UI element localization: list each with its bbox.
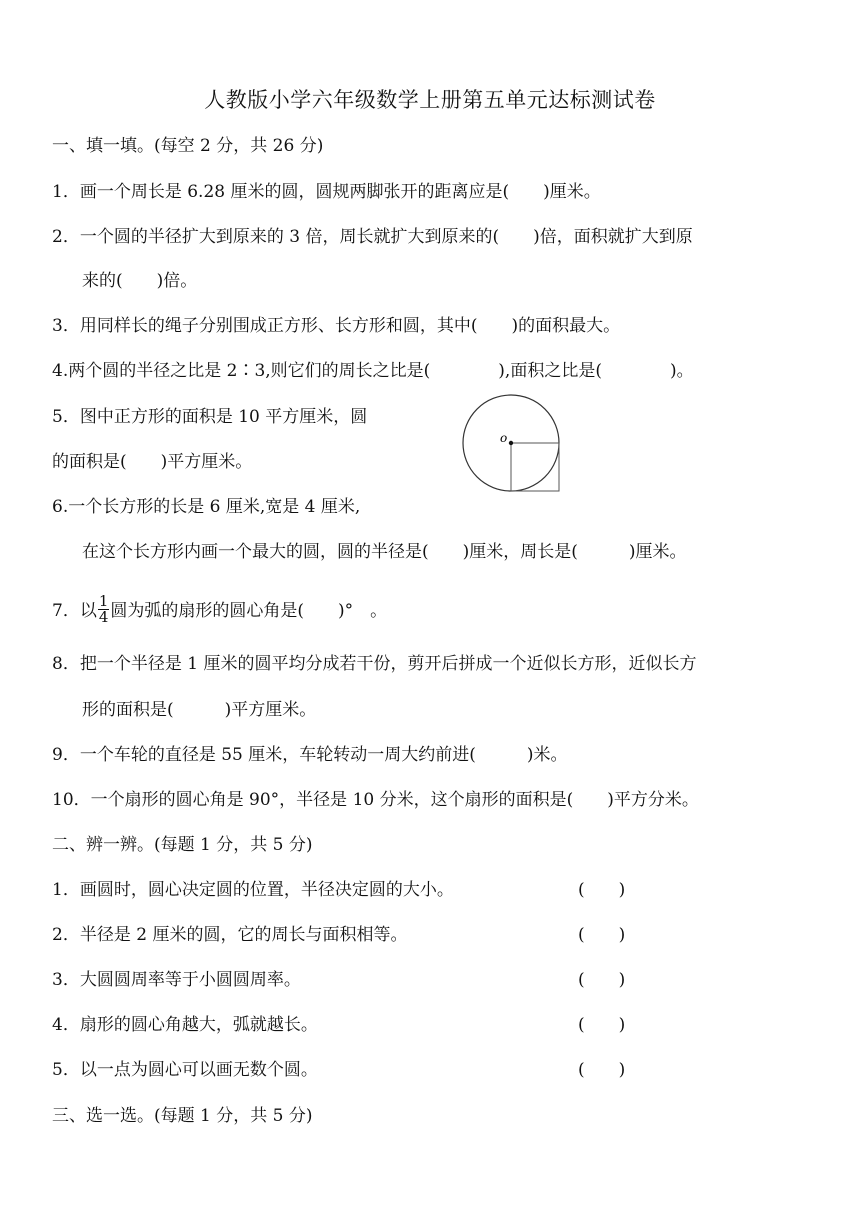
question-8-line1: 8．把一个半径是 1 厘米的圆平均分成若干份，剪开后拼成一个近似长方形，近似长方: [52, 654, 697, 674]
figure-center-dot: [509, 441, 513, 445]
question-6-line1: 6.一个长方形的长是 6 厘米,宽是 4 厘米,: [52, 497, 361, 517]
fraction-numerator: 1: [98, 592, 109, 610]
question-3: 3．用同样长的绳子分别围成正方形、长方形和圆，其中( )的面积最大。: [52, 316, 621, 336]
question-5-line1: 5．图中正方形的面积是 10 平方厘米，圆: [52, 407, 368, 427]
section2-heading: 二、辨一辨。(每题 1 分，共 5 分): [52, 835, 313, 855]
fraction-denominator: 4: [98, 608, 109, 626]
section3-heading: 三、选一选。(每题 1 分，共 5 分): [52, 1106, 313, 1126]
section1-heading: 一、填一填。(每空 2 分，共 26 分): [52, 136, 324, 156]
question-4: 4.两个圆的半径之比是 2∶3,则它们的周长之比是( ),面积之比是( )。: [52, 361, 694, 381]
judge-item-5: 5．以一点为圆心可以画无数个圆。: [52, 1060, 318, 1080]
page-title: 人教版小学六年级数学上册第五单元达标测试卷: [204, 88, 656, 112]
fraction-one-quarter: [98, 594, 110, 625]
question-2-line2: 来的( )倍。: [82, 271, 198, 291]
judge-answer-2[interactable]: ( ): [578, 925, 626, 945]
question-7: [52, 592, 388, 627]
question-9: 9．一个车轮的直径是 55 厘米，车轮转动一周大约前进( )米。: [52, 745, 568, 765]
judge-item-4: 4．扇形的圆心角越大，弧就越长。: [52, 1015, 318, 1035]
question-5-line2: 的面积是( )平方厘米。: [52, 452, 253, 472]
judge-item-2: 2．半径是 2 厘米的圆，它的周长与面积相等。: [52, 925, 408, 945]
judge-answer-3[interactable]: ( ): [578, 970, 626, 990]
question-7-prefix: 7．以: [52, 601, 97, 621]
judge-answer-1[interactable]: ( ): [578, 880, 626, 900]
judge-item-1: 1．画圆时，圆心决定圆的位置，半径决定圆的大小。: [52, 880, 454, 900]
judge-item-3: 3．大圆圆周率等于小圆圆周率。: [52, 970, 301, 990]
question-6-line2: 在这个长方形内画一个最大的圆，圆的半径是( )厘米，周长是( )厘米。: [82, 542, 687, 562]
figure-square: [511, 443, 559, 491]
question-8-line2: 形的面积是( )平方厘米。: [82, 700, 317, 720]
judge-answer-4[interactable]: ( ): [578, 1015, 626, 1035]
question-1: 1．画一个周长是 6.28 厘米的圆，圆规两脚张开的距离应是( )厘米。: [52, 182, 601, 202]
question-2-line1: 2．一个圆的半径扩大到原来的 3 倍，周长就扩大到原来的( )倍，面积就扩大到原: [52, 227, 693, 247]
figure-center-label: o: [500, 431, 508, 445]
circle-square-figure: [460, 392, 564, 496]
question-10: 10．一个扇形的圆心角是 90°，半径是 10 分米，这个扇形的面积是( )平方分米。: [52, 790, 699, 810]
judge-answer-5[interactable]: ( ): [578, 1060, 626, 1080]
question-7-suffix: 圆为弧的扇形的圆心角是( )° 。: [110, 601, 388, 621]
